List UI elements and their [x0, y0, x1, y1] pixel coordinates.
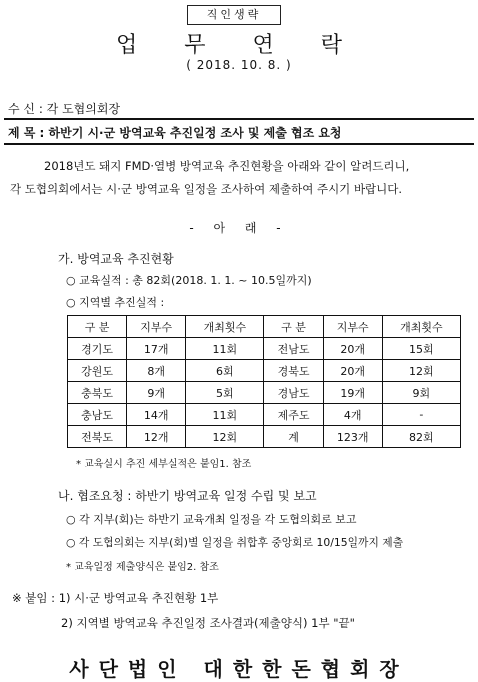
divider-top: [4, 118, 474, 120]
section-b-heading: 나. 협조요청 : 하반기 방역교육 일정 수립 및 보고: [58, 489, 317, 503]
attachment-line-2: 2) 지역별 방역교육 추진일정 조사결과(제출양식) 1부 "끝": [61, 616, 355, 630]
table-cell: 경기도: [68, 338, 127, 360]
table-cell: 6회: [186, 360, 264, 382]
table-cell: 19개: [323, 382, 382, 404]
table-cell: 경북도: [264, 360, 323, 382]
table-row: [68, 360, 461, 382]
section-b-item-branch-report: ○ 각 지부(회)는 하반기 교육개최 일정을 각 도협의회로 보고: [66, 513, 357, 526]
table-cell: 14개: [127, 404, 186, 426]
document-date: ( 2018. 10. 8. ): [186, 58, 292, 72]
table-cell: 전남도: [264, 338, 323, 360]
table-header-cell: 지부수: [323, 316, 382, 338]
table-cell: 전북도: [68, 426, 127, 448]
document-title: 업 무 연 락: [116, 33, 362, 58]
table-cell: 경남도: [264, 382, 323, 404]
table-cell: 15회: [382, 338, 460, 360]
below-heading: - 아 래 -: [189, 221, 289, 235]
body-paragraph-line1: 2018년도 돼지 FMD·열병 방역교육 추진현황을 아래와 같이 알려드리니,: [44, 159, 410, 173]
table-row: [68, 382, 461, 404]
table-cell: 5회: [186, 382, 264, 404]
divider-bottom: [4, 143, 474, 145]
table-cell: 9개: [127, 382, 186, 404]
table-cell: 12개: [127, 426, 186, 448]
note-attachment-1: * 교육실시 추진 세부실적은 붙임1. 참조: [76, 459, 252, 470]
table-cell: 제주도: [264, 404, 323, 426]
table-cell: -: [382, 404, 460, 426]
table-header-cell: 구 분: [68, 316, 127, 338]
table-cell: 충북도: [68, 382, 127, 404]
table-cell: 9회: [382, 382, 460, 404]
table-cell: 11회: [186, 338, 264, 360]
table-total-label-cell: 계: [264, 426, 323, 448]
table-row: [68, 426, 461, 448]
table-header-cell: 지부수: [127, 316, 186, 338]
table-row: [68, 338, 461, 360]
table-total-sessions-cell: 82회: [382, 426, 460, 448]
issuer-signature: 사단법인 대한한돈협회장: [69, 657, 409, 681]
table-header-row: [68, 316, 461, 338]
subject-line: 제 목 : 하반기 시·군 방역교육 추진일정 조사 및 제출 협조 요청: [8, 126, 342, 140]
body-paragraph-line2: 각 도협의회에서는 시·군 방역교육 일정을 조사하여 제출하여 주시기 바랍니다.: [10, 182, 403, 196]
table-row: [68, 404, 461, 426]
table-header-cell: 개최횟수: [382, 316, 460, 338]
table-header-cell: 구 분: [264, 316, 323, 338]
table-total-branches-cell: 123개: [323, 426, 382, 448]
table-header-cell: 개최횟수: [186, 316, 264, 338]
table-cell: 충남도: [68, 404, 127, 426]
section-a-item-regional: ○ 지역별 추진실적 :: [66, 296, 165, 309]
section-a-heading: 가. 방역교육 추진현황: [58, 252, 174, 266]
section-b-item-provincial-submit: ○ 각 도협의회는 지부(회)별 일정을 취합후 중앙회로 10/15일까지 제출: [66, 536, 404, 549]
attachment-line-1: ※ 붙임 : 1) 시·군 방역교육 추진현황 1부: [12, 591, 219, 605]
table-cell: 17개: [127, 338, 186, 360]
table-cell: 12회: [186, 426, 264, 448]
table-cell: 강원도: [68, 360, 127, 382]
table-cell: 20개: [323, 360, 382, 382]
regional-results-table: [67, 315, 461, 448]
note-attachment-2: * 교육일정 제출양식은 붙임2. 참조: [66, 562, 219, 573]
seal-omitted-stamp: 직인생략: [187, 5, 281, 25]
recipient-line: 수 신 : 각 도협의회장: [8, 102, 121, 116]
table-cell: 11회: [186, 404, 264, 426]
table-cell: 12회: [382, 360, 460, 382]
table-cell: 20개: [323, 338, 382, 360]
table-cell: 8개: [127, 360, 186, 382]
section-a-item-training-count: ○ 교육실적 : 총 82회(2018. 1. 1. ~ 10.5일까지): [66, 274, 312, 287]
table-cell: 4개: [323, 404, 382, 426]
